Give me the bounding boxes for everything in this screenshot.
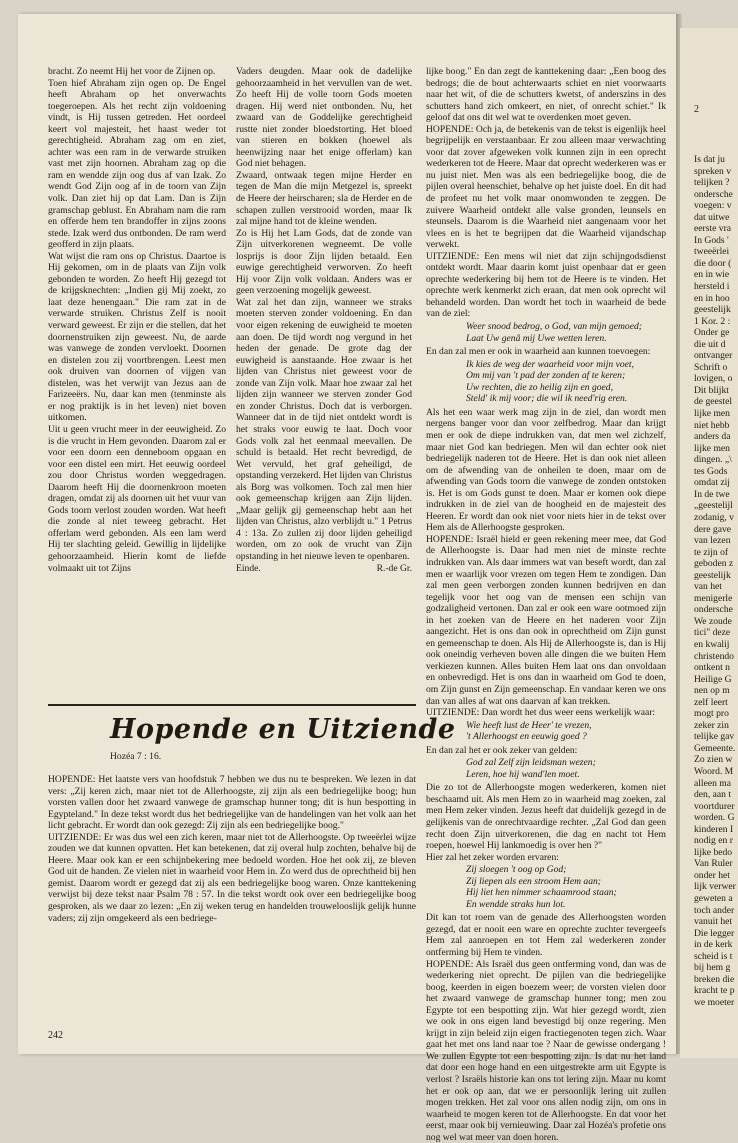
page-number: 2: [694, 104, 699, 115]
text-line: lijke men: [694, 442, 730, 454]
text-line: omdat zij: [694, 477, 730, 489]
paragraph: Wat wijst die ram ons op Christus. Daartoe is Hij gekomen, om in de plaats van Zijn volk gebonden te worden. Zo heeft Hij gezegd tot de krijgsknechten: „Indien gij Mij zoekt, zo laat deze henengaan." Die ram zat in de verwarde struiken. Christus Zelf is nooit verward geweest. Er zijn er die stellen, dat het doornenstruiken zijn geweest. Nu, de aarde was vanwege de zonden vervloekt. Doornen en distelen zou zij voortbrengen. Leest men ook druiven van doornen of vijgen van distelen, was het verwijt van Jezus aan de Farizeeërs. Nu, daar kan men (tenminste als er nog praktijk is in het leven) niet boven uitkomen.: [48, 250, 226, 424]
text-line: breken die: [694, 973, 735, 985]
text-line: Onder ge: [694, 327, 730, 339]
verse-line: Leren, hoe hij wand'len moet.: [466, 768, 580, 780]
text-line: bij hem g: [694, 962, 731, 974]
paragraph: Zwaard, ontwaak tegen mijne Herder en tegen de Man die mijn Metgezel is, spreekt de Heere der heirscharen; sla de Herder en de schapen zullen verstrooid worden, maar Ik zal mijne hand tot de kleine wenden.: [236, 169, 412, 228]
text-line: menigerle: [694, 592, 733, 604]
paragraph: Wat zal het dan zijn, wanneer we straks moeten sterven zonder voldoening. En dan voor eigen rekening de euwigheid te moeten aan doen. De tijd wordt nog vergund in het heden der genade. De grote dag der euwigheid is aanstaande. Hoe zwaar is het lijden van Christus niet geweest voor de zonde van Zijn volk. Maar hoe zwaar zal het lijden zijn wanneer we sterven zonder God en zonder Christus. Doch dat is verborgen. Wanneer dat in de tijd niet ontdekt wordt is het straks voor euwig te laat. Doch voor Gods volk zal het eenmaal meevallen. De schuld is betaald. Het recht bevredigd, de Wet vervuld, het graf geheiligd, de opstanding verzekerd. Het lijden van Christus als Borg was volkomen. Toch zal men hier ook gemeenschap krijgen aan Zijn lijden. „Maar gelijk gij gemeenschap hebt aan het lijden van Christus, alzo verblijdt u." 1 Petrus 4 : 13a. Zo zullen zij door lijden geheiligd worden, om zo ook de vrucht van Zijn opstanding in het nieuwe leven te openbaren.: [236, 296, 412, 562]
verse-line: En wendde straks hun lot.: [466, 898, 566, 910]
verse-line: Wie heeft lust de Heer' te vrezen,: [466, 719, 592, 731]
paragraph: UITZIENDE: Een mens wil niet dat zijn schijngodsdienst ontdekt wordt. Maar daarin komt juist openbaar dat er geen oprechte wederkering bij hem tot de Heere is te vinden. Het oprechte werk kenmerkt zich eraan, dat men ook oprecht wil behandeld worden. Dan wordt het toch in waarheid de bede van de ziel:: [426, 250, 666, 320]
text-line: voegen: v: [694, 200, 732, 212]
text-line: Schrift o: [694, 361, 728, 373]
text-line: die door (: [694, 257, 732, 269]
paragraph: Toen hief Abraham zijn ogen op. De Engel heeft Abraham op het onverwachts toegeroepen. Als het recht zijn voldoening vindt, is Hij tussen getreden. Het oordeel keert vol majesteit, het haast weder tot gerechtigheid. Abraham zag om en ziet, achter was een ram in de verwarde struiken vast met zijn hoornen. Abraham zag op die ram en wendde zijn oog dus af van Izak. Zo wendt God Zijn oog af in de toorn van Zijn volk. Dan ziet hij op dat Lam. Dan is Zijn gramschap geblust. En Abraham nam die ram en offerde hem ten brandoffer in zijns zoons stede. Izak werd dus ontbonden. De ram werd geofferd in zijn plaats.: [48, 77, 226, 251]
text-line: zeker zin: [694, 719, 729, 731]
text-line: kracht te p: [694, 985, 735, 997]
text-line: Van Ruler: [694, 858, 733, 870]
paragraph: bracht. Zo neemt Hij het voor de Zijnen op.: [48, 66, 216, 77]
paragraph: lijke boog." En dan zegt de kanttekening daar: „Een boog des bedrogs; die de bout achterwaarts schiet en niet voorwaarts naar het wit, of die de schutters kwetst, of anderszins in des schutters hand zich omkeert, en niet, of onrecht schiet." Ik geloof dat ons dit wel wat te overdenken moet geven.: [426, 66, 666, 124]
text-line: en in wie: [694, 269, 730, 281]
text-line: den, aan t: [694, 789, 732, 801]
text-line: van lezen: [694, 535, 731, 547]
paragraph: Als het een waar werk mag zijn in de ziel, dan wordt men nergens banger voor dan voor zelfbedrog. Maar dan krijgt men er ook de diepe indrukken van, dat men wel zichzelf, maar niet God kan bedriegen. Men wil dan echter ook niet bedriegelijk naderen tot de Heere. Het is dan ook niet alleen om de afwending van de onheilen te doen, maar om de afwending van Gods toorn die vanwege de zonden ontstoken is. Het is om Gods gunst te doen. Maar er komen ook diepe indrukken in de ziel van de hoogheid en de majesteit des Heeren. Er wordt dan ook niet voor niets hier in de tekst over Hem als de Allerhoogste gesproken.: [426, 406, 666, 534]
verse-quote: [466, 720, 666, 743]
verse-quote: [466, 864, 666, 910]
verse-line: Ik kies de weg der waarheid voor mijn voet,: [466, 358, 634, 370]
text-line: 1 Kor. 2 :: [694, 315, 731, 327]
text-line: telijken ?: [694, 177, 730, 189]
text-line: eerste vra: [694, 223, 732, 235]
verse-line: Laat Uw genâ mij Uwe wetten leren.: [466, 332, 607, 344]
text-line: dingen. „\: [694, 454, 732, 466]
paragraph: Hier zal het zeker worden ervaren:: [426, 851, 559, 863]
paragraph: HOPENDE: Och ja, de betekenis van de tekst is eigenlijk heel begrijpelijk en verstaanbaar. Er zou alleen maar verwachting voor dat zover afgeweken volk kunnen zijn in een oprecht wederkeren tot de Heere. Maar dat oprecht wederkeren was er nu juist niet. Men was als een bedriegelijke boog, die de pijlen overal heenschiet, behalve op het juiste doel. En dit had de profeet nu het volk maar onomwonden te zeggen. De zuivere Waarheid ontdekt alle valse gronden, leunsels en steunsels. Daarom is die Waarheid niet aangenaam voor het vlees en is het te begrijpen dat die Waarheid vijandschap verwekt.: [426, 123, 666, 251]
text-line: we moeter: [694, 996, 735, 1008]
text-line: hersteld i: [694, 281, 730, 293]
text-line: christendo: [694, 650, 734, 662]
text-line: lovigen, o: [694, 373, 733, 385]
verse-line: Hij liet hen nimmer schaamrood staan;: [466, 887, 617, 899]
text-line: geestelijk: [694, 569, 731, 581]
text-line: ondersche: [694, 604, 733, 616]
right-page: [680, 28, 738, 1058]
paragraph: Zo is Hij het Lam Gods, dat de zonde van Zijn uitverkorenen wegneemt. De volle losprijs is door Zijn lijden betaald. Een euwige gerechtigheid verworven. Zo heeft Hij voor Zijn volk voldaan. Anders was er geen verzoening mogelijk geweest.: [236, 227, 412, 297]
text-line: vanuit het: [694, 916, 733, 928]
text-line: lijke bedo: [694, 846, 733, 858]
text-line: geboden z: [694, 558, 734, 570]
text-line: de geestel: [694, 396, 733, 408]
verse-line: Zij sloegen 't oog op God;: [466, 864, 567, 876]
text-line: kinderen I: [694, 823, 734, 835]
text-line: anders da: [694, 431, 731, 443]
text-line: In Gods ': [694, 234, 729, 246]
verse-line: Steld' ik mij voor; die wil ik need'rig eren.: [466, 393, 628, 405]
text-line: dat uitwe: [694, 211, 730, 223]
paragraph: Vaders deugden. Maar ook de dadelijke gehoorzaamheid in het vervullen van de wet. Zo heeft Hij de volle toorn Gods moeten dragen. Hij werd niet ontbonden. Nu, het zwaard van de Goddelijke gerechtigheid rustte niet zonder bloedstorting. Het bloed van stieren en bokken (hoewel als heenwijzing naar het enige offerlam) kan God niet behagen.: [236, 66, 412, 170]
verse-line: Uw rechten, die zo heilig zijn en goed,: [466, 381, 613, 393]
text-line: in de kerk: [694, 939, 733, 951]
text-line: Dit blijkt: [694, 384, 729, 396]
verse-line: Om mij van 't pad der zonden af te keren;: [466, 370, 626, 382]
text-line: Woord. M: [694, 765, 734, 777]
paragraph: Die zo tot de Allerhoogste mogen wederkeren, komen niet beschaamd uit. Als men Hem zo in waarheid mag zoeken, zal men Hem zeker vinden. Jezus heeft dat duidelijk gezegd in de gelijkenis van de onrechtvaardige rechter. „Zal God dan geen recht doen Zijn uitverkorenen, die dag en nacht tot Hem roepen, hoewel Hij lankmoedig is over hen ?": [426, 782, 666, 852]
text-line: te zijn of: [694, 546, 729, 558]
text-line: zodanig, v: [694, 511, 734, 523]
text-line: In de twe: [694, 488, 730, 500]
column-1: [48, 66, 226, 574]
text-line: nen op m: [694, 685, 730, 697]
text-line: en in hoo: [694, 292, 730, 304]
signature: R.-de Gr.: [376, 562, 412, 574]
paragraph: HOPENDE: Het laatste vers van hoofdstuk 7 hebben we dus nu te bespreken. We lezen in dat vers: „Zij keren zich, maar niet tot de Allerhoogste, zij zijn als een bedriegelijke boog; hun vorsten vallen door het zwaard vanwege de gramschap hunner tong; dit is hun bespotting in Egypteland." In deze tekst wordt dus het bedriegelijke van de handelingen van het volk aan het licht gebracht. Er wordt dan ook gezegd: Zij zijn als een bedriegelijke boog.": [48, 774, 416, 832]
paragraph: HOPENDE: Israël hield er geen rekening meer mee, dat God de Allerhoogste is. Daar had men niet de minste rechte indrukken van. Als daar immers wat van beseft wordt, dan zal men er waarlijk voor vrezen om tegen Hem te zondigen. Dan zal men geen verborgen zonden kunnen bedrijven en dan tegelijk voor het oog van de mensen een schijn van godzaligheid vertonen. Dan zal er ook een ware ootmoed zijn in het zoeken van de Heere en het naderen voor Zijn aangezicht. Het is ons dan ook in oprechtheid om Zijn gunst en gemeenschap te doen. Als Hij de Allerhoogste is, dan is Hij ook oneindig verheven boven alle dingen die we buiten Hem verkiezen kunnen. Alles buiten Hem laat ons dan onvoldaan en onbevredigd. Het is ons dan in waarheid om God te doen, om Zijn gunst en Zijn gemeenschap. En vandaar keren we ons dan van alles af wat ons daarvan af kan trekken.: [426, 533, 666, 707]
text-line: spreken v: [694, 165, 732, 177]
text-line: ontvanger: [694, 350, 733, 362]
verse-quote: [466, 359, 666, 405]
text-line: lijk verwer: [694, 881, 736, 893]
text-line: alleen ma: [694, 777, 732, 789]
left-page: [18, 14, 676, 1143]
text-line: „geestelijl: [694, 500, 733, 512]
column-2: [236, 66, 412, 574]
page-number: 242: [48, 1030, 63, 1041]
text-line: geestelijk: [694, 304, 731, 316]
text-line: dere gave: [694, 523, 732, 535]
text-line: van het: [694, 581, 722, 593]
verse-quote: [466, 321, 666, 344]
paragraph: UITZIENDE: Er was dus wel een zich keren, maar niet tot de Allerhoogste. Op tweeërlei wijze zouden we dat kunnen opvatten. Het kan betekenen, dat zij overal hulp zochten, behalve bij de Heere. Maar ook kan er een schijnbekering mee bedoeld worden. Hoe het ook zij, ze bleven God uit de handen. Ze vielen niet in waarheid voor Hem in. Zo werd dus de oprechtheid bij hen gemist. Daarom wordt er gezegd dat zij als een bedriegelijke boog waren. Onze kanttekening verwijst bij deze tekst naar Psalm 78 : 57. In die tekst wordt ook over een bedriegelijke boog gesproken, als we daar zo lezen: „En zij weken terug en handelden trouwelooslijk gelijk hunne vaders; zij zijn omgekeerd als een bedriege-: [48, 831, 416, 924]
paragraph: Dit kan tot roem van de genade des Allerhoogsten worden gezegd, dat er nooit een ware en oprechte zuchter tevergeefs Hem zal aanroepen en tot Hem zal wederkeren zonder ontferming bij Hem te vinden.: [426, 912, 666, 959]
text-line: Is dat ju: [694, 154, 725, 165]
verse-quote: [466, 757, 666, 780]
text-line: ondersche: [694, 188, 733, 200]
text-line: onder het: [694, 869, 730, 881]
article-body: [48, 774, 416, 924]
paragraph: En dan zal het er ook zeker van gelden:: [426, 744, 578, 756]
text-line: geweten a: [694, 893, 733, 904]
paragraph: Uit u geen vrucht meer in der eeuwigheid. Zo is die vrucht in Hem gevonden. Daarom zal er voor een doorn een denneboom opgaan en voor een distel een mirt. Het eeuwig oordeel zou door Christus worden weggedragen. Daarom heeft Hij die doornenkroon moeten dragen, omdat zij als doornen uit het vuur van Gods toorn verlost zouden worden. Wat heeft die zonde al niet teweeg gebracht. Het offerlam werd gebonden. Als een lam werd Hij ter slachting geleid. Gewillig in lijdelijke gehoorzaamheid. Hierin komt de liefde volmaakt uit tot Zijns: [48, 423, 226, 574]
column-3: [426, 66, 666, 1143]
text-line: tici" deze: [694, 627, 731, 639]
text-line: telijke gav: [694, 731, 735, 743]
text-line: scheid is t: [694, 950, 733, 962]
text-line: Heilige G: [694, 673, 732, 685]
verse-line: Zij liepen als een stroom Hem aan;: [466, 875, 602, 887]
text-line: ontkent n: [694, 662, 730, 674]
text-line: We zoude: [694, 615, 732, 627]
paragraph: [236, 563, 412, 575]
closing: Einde.: [236, 562, 261, 574]
text-line: toch ander: [694, 904, 735, 916]
text-line: Gemeente.: [694, 742, 736, 754]
text-line: niet hebb: [694, 419, 730, 431]
text-line: worden. G: [694, 812, 735, 824]
article-title: Hopende en Uitziende: [110, 714, 456, 745]
article-reference: Hozéa 7 : 16.: [110, 751, 162, 762]
text-line: zelf leert: [694, 696, 728, 708]
text-line: lijke men: [694, 408, 730, 420]
section-divider: [48, 704, 416, 706]
paragraph: HOPENDE: Als Israël dus geen ontferming vond, dan was de wederkering niet oprecht. De pijlen van die bedriegelijke boog, keerden in eigen boezem weer; de vorsten vielen door het zwaard vanwege de gramschap hunner tong; men zou Egypte tot een bespotting zijn. Wat hier gezegd wordt, zien we ook in ons eigen land bevestigd bij onze regering. Men krijgt in zijn beleid zijn eigen fractiegenoten tegen zich. Waar gaat het met ons land naar toe ? Naar de gewisse ondergang ! We zullen Egypte tot een bespotting zijn. Is dat nu het land dat door een hoge hand en een uitgestrekte arm uit Egypte is verlost ? Israëls historie kan ons tot lering zijn. Maar nu komt het er ook op aan, dat we er persoonlijk lering uit zullen mogen trekken. Het zal voor ons allen nodig zijn, om ons in waarheid te mogen keren tot de Allerhoogste. En dat voor het eerst, maar ook bij vernieuwing. Daar zal Hozéa's profetie ons nog wel wat meer van doen horen.: [426, 958, 666, 1143]
paragraph: En dan zal men er ook in waarheid aan kunnen toevoegen:: [426, 346, 651, 358]
text-line: nodig en r: [694, 835, 733, 847]
text-line: mogt pro: [694, 708, 729, 720]
verse-line: Weer snood bedrog, o God, van mijn gemoed;: [466, 321, 642, 333]
text-line: voortdurer: [694, 800, 735, 812]
text-line: tes Gods: [694, 465, 728, 477]
text-line: die uit d: [694, 338, 726, 350]
text-line: Zo zien w: [694, 754, 733, 766]
text-line: tweeërlei: [694, 246, 730, 258]
text-line: Die legger: [694, 927, 735, 939]
verse-line: God zal Zelf zijn leidsman wezen;: [466, 757, 596, 769]
column-fragment: [694, 154, 738, 1008]
verse-line: 't Allerhoogst en eeuwig goed ?: [466, 731, 587, 743]
text-line: en kwalij: [694, 638, 730, 650]
paragraph: UITZIENDE: Dan wordt het dus weer eens werkelijk waar:: [426, 707, 656, 719]
